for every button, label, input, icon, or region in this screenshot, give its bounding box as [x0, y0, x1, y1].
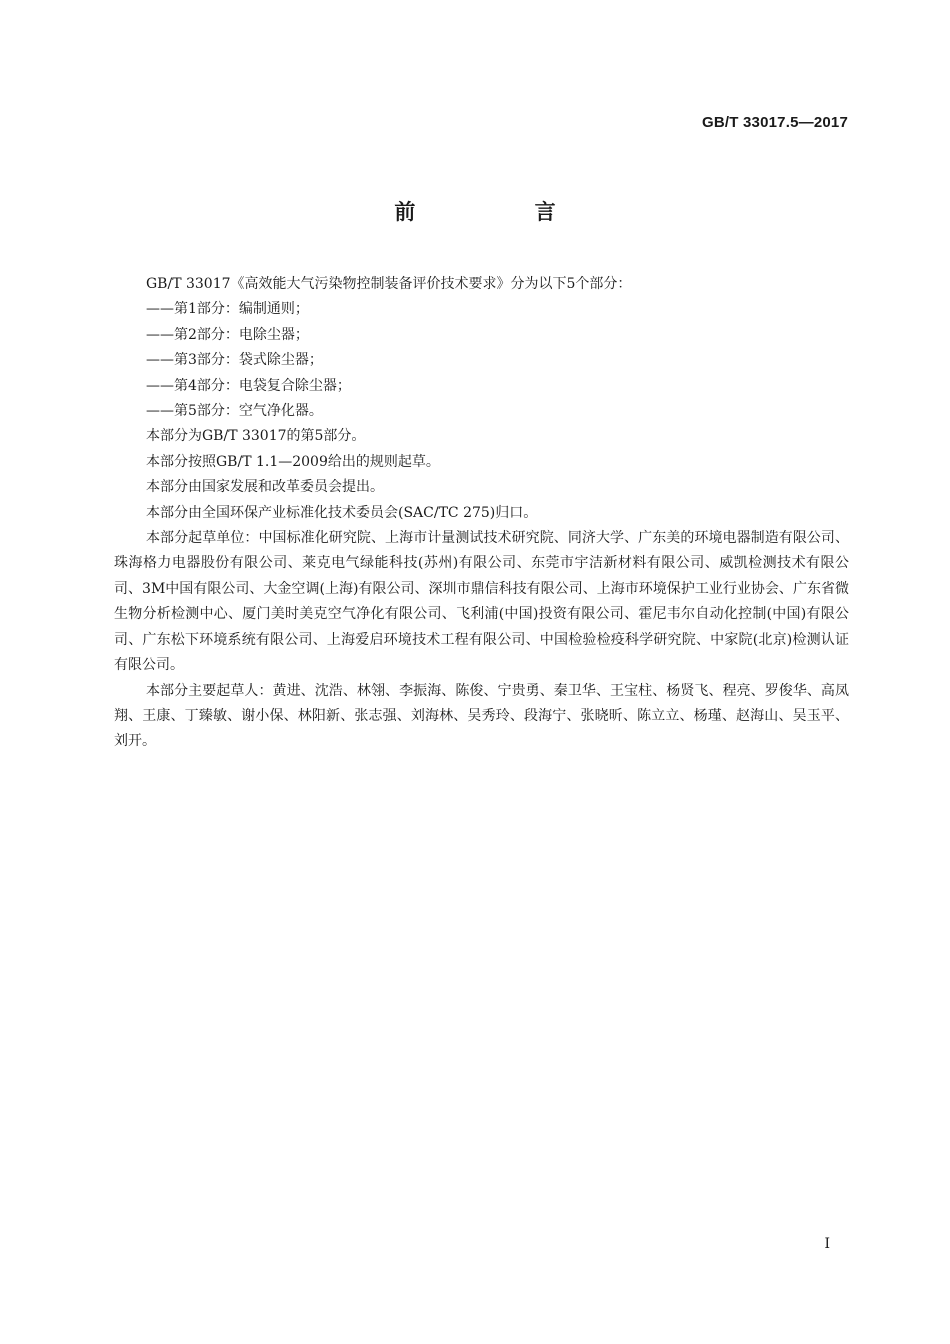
- paragraph-parts-intro: GB/T 33017《高效能大气污染物控制装备评价技术要求》分为以下5个部分：: [146, 276, 632, 292]
- list-item-part-2: ——第2部分：电除尘器；: [146, 326, 309, 343]
- paragraph-drafting-rules: 本部分按照GB/T 1.1—2009给出的规则起草。: [146, 453, 440, 470]
- paragraph-proposer: 本部分由国家发展和改革委员会提出。: [146, 479, 384, 496]
- page-number: I: [824, 1236, 830, 1252]
- list-item-part-4: ——第4部分：电袋复合除尘器；: [146, 377, 351, 394]
- list-item-part-1: ——第1部分：编制通则；: [146, 301, 309, 318]
- foreword-body: [114, 272, 849, 755]
- paragraph-drafting-units: 本部分起草单位：中国标准化研究院、上海市计量测试技术研究院、同济大学、广东美的环境电器制造有限公司、珠海格力电器股份有限公司、莱克电气绿能科技(苏州)有限公司、东莞市宇洁新材料有限公司、威凯检测技术有限公司、3M中国有限公司、大金空调(上海)有限公司、深圳市鼎信科技有限公司、上海市环境保护工业行业协会、广东省微生物分析检测中心、厦门美时美克空气净化有限公司、飞利浦(中国)投资有限公司、霍尼韦尔自动化控制(中国)有限公司、广东松下环境系统有限公司、上海爱启环境技术工程有限公司、中国检验检疫科学研究院、中家院(北京)检测认证有限公司。: [114, 530, 849, 674]
- page-title: 前 言: [394, 200, 612, 224]
- standard-code: GB/T 33017.5—2017: [702, 114, 848, 131]
- list-item-part-5: ——第5部分：空气净化器。: [146, 403, 323, 420]
- paragraph-committee: 本部分由全国环保产业标准化技术委员会(SAC/TC 275)归口。: [146, 504, 538, 521]
- paragraph-drafters: 本部分主要起草人：黄进、沈浩、林翎、李振海、陈俊、宁贵勇、秦卫华、王宝柱、杨贤飞、程亮、罗俊华、高凤翔、王康、丁臻敏、谢小保、林阳新、张志强、刘海林、吴秀玲、段海宁、张晓昕、陈立立、杨瑾、赵海山、吴玉平、刘开。: [114, 682, 849, 750]
- list-item-part-3: ——第3部分：袋式除尘器；: [146, 352, 323, 369]
- paragraph-part-statement: 本部分为GB/T 33017的第5部分。: [146, 428, 366, 445]
